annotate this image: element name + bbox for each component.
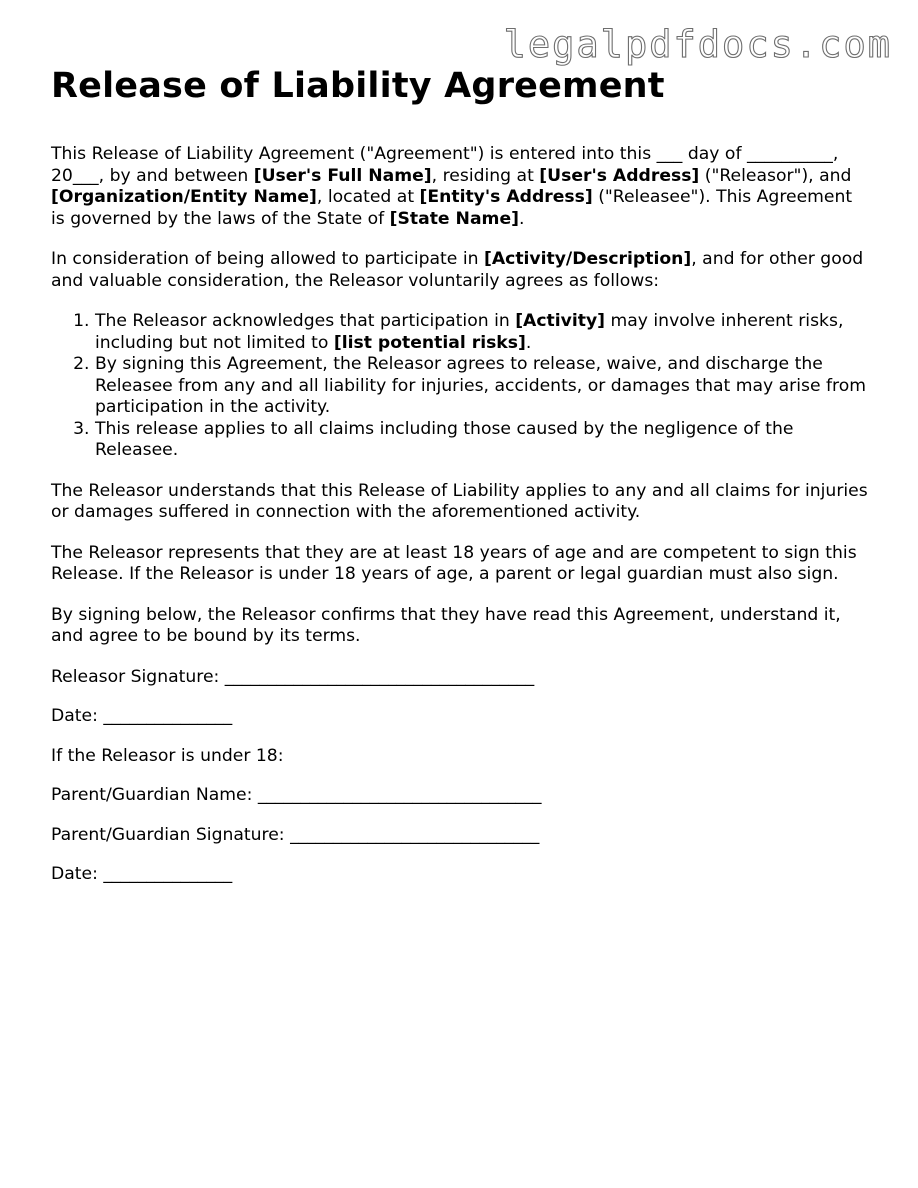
guardian-signature-line[interactable]: Parent/Guardian Signature: _____________________________: [51, 824, 540, 845]
intro-text: This Release of Liability Agreement ("Agreement") is entered into this ___ day of __________, 20___, by and between: [51, 144, 839, 186]
term-text: may involve inherent risks, including but not limited to: [95, 311, 844, 353]
user-address-placeholder: [User's Address]: [539, 165, 700, 186]
term-item: 2. By signing this Agreement, the Releasor agrees to release, waive, and discharge the Releasee from any and all liability for injuries, accidents, or damages that may arise from participation in the activity.: [95, 354, 871, 419]
consideration-paragraph: [51, 249, 871, 292]
consideration-text: , and for other good and valuable consideration, the Releasor voluntarily agrees as follows:: [51, 249, 864, 291]
intro-text: , located at: [316, 187, 420, 208]
intro-paragraph: [51, 144, 871, 230]
terms-list: [51, 311, 871, 462]
scope-paragraph: The Releasor understands that this Release of Liability applies to any and all claims for injuries or damages suffered in connection with the aforementioned activity.: [51, 480, 868, 523]
date-line[interactable]: Date: _______________: [51, 706, 233, 727]
risks-placeholder: [list potential risks]: [333, 332, 526, 353]
consideration-text: In consideration of being allowed to participate in: [51, 249, 484, 270]
term-item: [95, 311, 871, 354]
term-text: .: [525, 332, 532, 353]
intro-text: ("Releasee"). This Agreement is governed by the laws of the State of: [51, 187, 853, 229]
term-item: 3. This release applies to all claims including those caused by the negligence of the Releasee.: [95, 419, 871, 462]
activity-description-placeholder: [Activity/Description]: [483, 249, 692, 270]
entity-address-placeholder: [Entity's Address]: [419, 187, 593, 208]
guardian-name-line[interactable]: Parent/Guardian Name: _________________________________: [51, 785, 542, 806]
document-title: Release of Liability Agreement: [51, 66, 665, 106]
intro-text: .: [518, 208, 525, 229]
activity-placeholder: [Activity]: [515, 311, 606, 332]
state-name-placeholder: [State Name]: [389, 208, 519, 229]
term-text: The Releasor acknowledges that participation in: [95, 311, 516, 332]
confirmation-paragraph: By signing below, the Releasor confirms that they have read this Agreement, understand it, and agree to be bound by its terms.: [51, 604, 841, 647]
age-paragraph: The Releasor represents that they are at least 18 years of age and are competent to sign this Release. If the Releasor is under 18 years of age, a parent or legal guardian must also sign.: [51, 542, 857, 585]
site-watermark: legalpdfdocs.com: [503, 23, 892, 66]
intro-text: , residing at: [431, 165, 540, 186]
guardian-date-line[interactable]: Date: _______________: [51, 864, 233, 885]
releasor-signature-line[interactable]: Releasor Signature: ____________________________________: [51, 666, 535, 687]
intro-text: ("Releasor"), and: [699, 165, 852, 186]
user-name-placeholder: [User's Full Name]: [253, 165, 432, 186]
entity-name-placeholder: [Organization/Entity Name]: [51, 187, 317, 208]
document-page: [51, 66, 871, 904]
minor-note: If the Releasor is under 18:: [51, 745, 284, 766]
